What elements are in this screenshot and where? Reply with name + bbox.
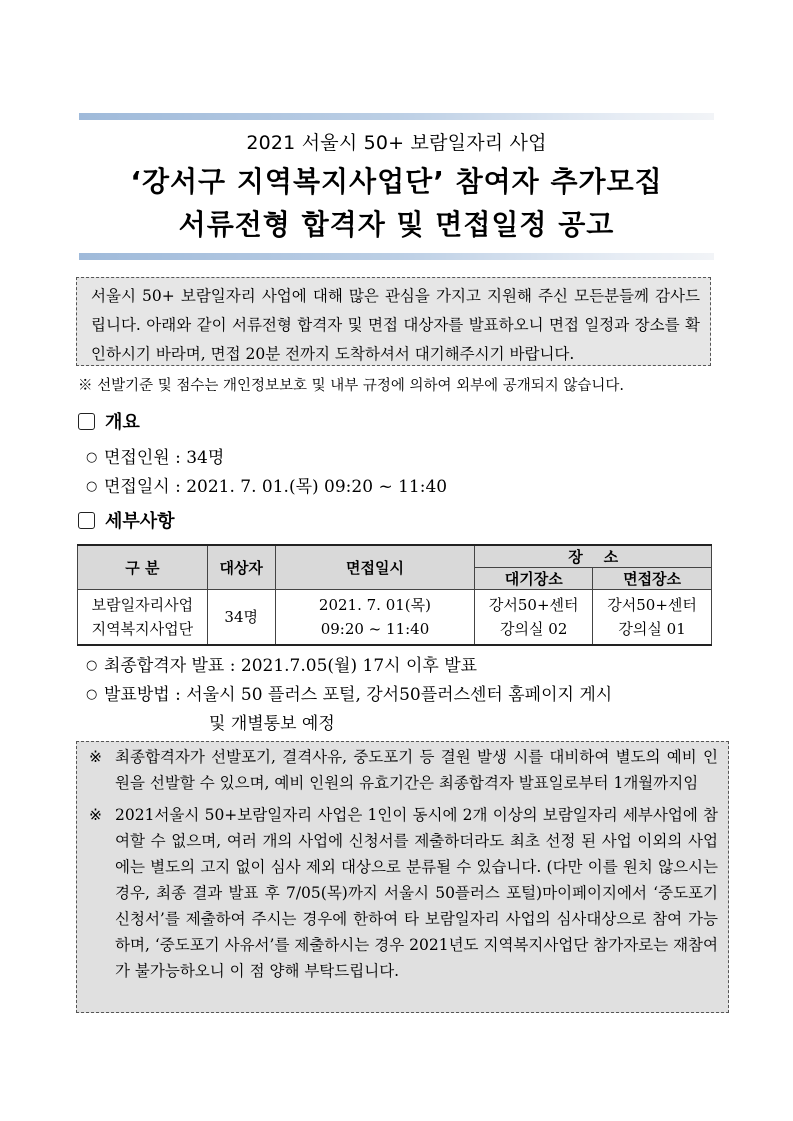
note-item-duplicate [87, 802, 718, 984]
reference-mark-icon: ※ [89, 748, 102, 766]
header-bottom-bar [79, 253, 714, 260]
table-row [78, 590, 712, 646]
cell-count: 34명 [207, 590, 275, 646]
cell-datetime-line2: 09:20 ~ 11:40 [320, 620, 430, 638]
details-item-text: 최종합격자 발표 : 2021.7.05(월) 17시 이후 발표 [104, 656, 478, 676]
privacy-note: ※ 선발기준 및 점수는 개인정보보호 및 내부 규정에 의하여 외부에 공개되지 않습니다. [78, 378, 625, 394]
circle-bullet-icon: ○ [86, 687, 98, 702]
section-details [78, 507, 175, 533]
details-item-method-continuation: 및 개별통보 예정 [209, 714, 335, 734]
intro-box [76, 277, 711, 366]
cell-waiting-place [475, 590, 593, 646]
note-text: 최종합격자가 선발포기, 결격사유, 중도포기 등 결원 발생 시를 대비하여 별도의 예비 인원을 선발할 수 있으며, 예비 인원의 유효기간은 최종합격자 발표일로부터 1개월까지임 [115, 748, 718, 792]
header-datetime: 면접일시 [275, 545, 475, 590]
cell-datetime-line1: 2021. 7. 01(목) [318, 596, 431, 614]
cell-interview-line2: 강의실 01 [618, 620, 686, 638]
cell-waiting-line2: 강의실 02 [500, 620, 568, 638]
schedule-table [77, 544, 712, 646]
cell-category-line2: 지역복지사업단 [91, 620, 194, 638]
details-item-text: 발표방법 : 서울시 50 플러스 포털, 강서50플러스센터 홈페이지 게시 [104, 685, 613, 705]
header-interview-place: 면접장소 [593, 568, 712, 590]
overview-item-text: 면접인원 : 34명 [104, 448, 225, 468]
header-place: 장 소 [475, 545, 712, 568]
cell-category-line1: 보람일자리사업 [91, 596, 194, 614]
note-item-reserve [87, 744, 718, 796]
note-text: 2021서울시 50+보람일자리 사업은 1인이 동시에 2개 이상의 보람일자리 세부사업에 참여할 수 없으며, 여러 개의 사업에 신청서를 제출하더라도 최초 선정 된 사업 이외의 사업에는 별도의 고지 없이 심사 제외 대상으로 분류될 수 있습니다. (다만 이를 원치 않으시는 경우, 최종 결과 발표 후 7/05(목)까지 서울시 50플러스 포털)마이페이지에서 ‘중도포기 신청서’를 제출하여 주시는 경우에 한하여 타 보람일자리 사업의 심사대상으로 참여 가능하며, ‘중도포기 사유서’를 제출하시는 경우 2021년도 지역복지사업단 참가자로는 재참여가 불가능하오니 이 점 양해 부탁드립니다. [115, 806, 718, 980]
header-top-bar [79, 113, 714, 120]
circle-bullet-icon: ○ [86, 479, 98, 494]
cell-interview-place [593, 590, 712, 646]
header-count: 대상자 [207, 545, 275, 590]
cell-category [78, 590, 208, 646]
section-overview [78, 408, 140, 434]
section-details-heading: 세부사항 [105, 511, 175, 532]
notes-box [76, 741, 729, 1013]
reference-mark-icon: ※ [89, 806, 102, 824]
overview-item-datetime [86, 472, 447, 497]
intro-text: 서울시 50+ 보람일자리 사업에 대해 많은 관심을 가지고 지원해 주신 모든분들께 감사드립니다. 아래와 같이 서류전형 합격자 및 면접 대상자를 발표하오니 면접 일정과 장소를 확인하시기 바라며, 면접 20분 전까지 도착하셔서 대기해주시기 바랍니다. [91, 287, 700, 363]
checkbox-square-icon [78, 512, 95, 529]
circle-bullet-icon: ○ [86, 658, 98, 673]
section-overview-heading: 개요 [105, 412, 140, 433]
cell-waiting-line1: 강서50+센터 [488, 596, 579, 614]
title-line-2: ‘강서구 지역복지사업단’ 참여자 추가모집 [130, 165, 663, 198]
details-item-final-announcement [86, 651, 477, 676]
cell-interview-line1: 강서50+센터 [607, 596, 697, 614]
details-item-method [86, 680, 612, 705]
circle-bullet-icon: ○ [86, 450, 98, 465]
cell-datetime [275, 590, 475, 646]
title-line-1: 2021 서울시 50+ 보람일자리 사업 [246, 132, 547, 154]
overview-item-count [86, 443, 224, 468]
header-waiting-place: 대기장소 [475, 568, 593, 590]
title-line-3: 서류전형 합격자 및 면접일정 공고 [178, 208, 615, 241]
checkbox-square-icon [78, 413, 95, 430]
header-category: 구 분 [78, 545, 208, 590]
overview-item-text: 면접일시 : 2021. 7. 01.(목) 09:20 ~ 11:40 [104, 477, 448, 497]
